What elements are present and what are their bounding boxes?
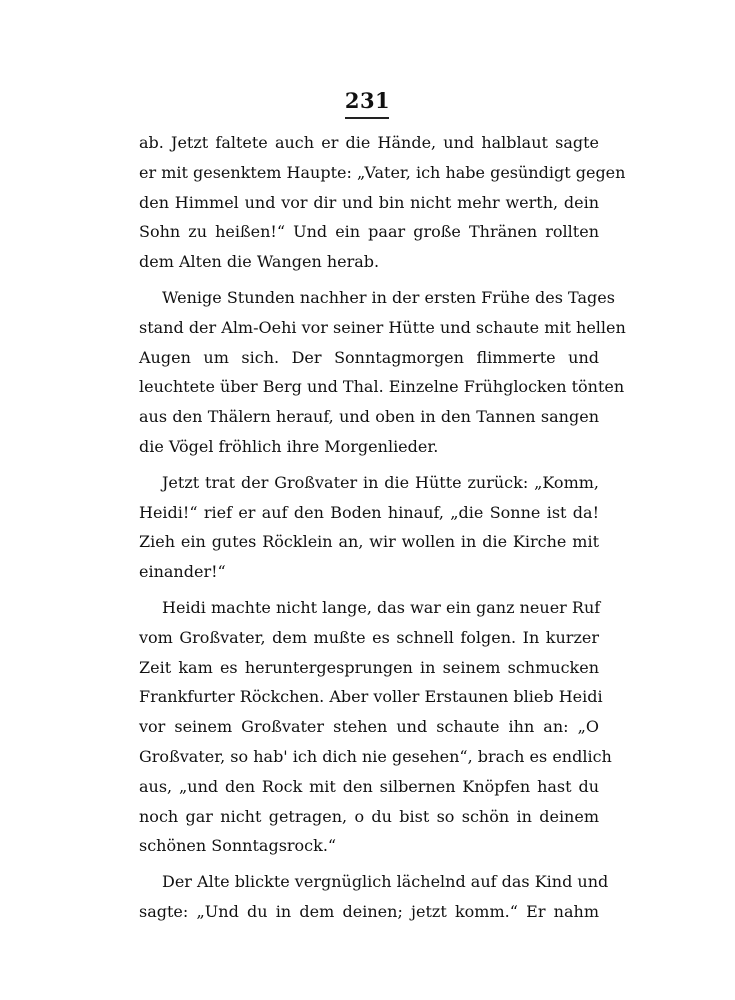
text-line: Zieh ein gutes Röcklein an, wir wollen in die Kirche mit [139,532,599,552]
paragraph-3 [139,468,599,587]
paragraph-4 [139,593,612,861]
text-line: aus, „und den Rock mit den silbernen Knöpfen hast du [139,776,599,796]
text-line: Augen um sich. Der Sonntagmorgen flimmerte und [139,347,599,367]
text-line: schönen Sonntagsrock.“ [139,836,337,856]
text-line: die Vögel fröhlich ihre Morgenlieder. [139,436,439,456]
text-line: einander!“ [139,562,226,582]
text-line: Wenige Stunden nachher in der ersten Frühe des Tages [162,287,615,307]
text-line: den Himmel und vor dir und bin nicht mehr werth, dein [139,192,599,212]
text-line: Sohn zu heißen!“ Und ein paar große Thränen rollten [139,222,599,242]
text-line: Großvater, so hab' ich dich nie gesehen“, brach es endlich [139,746,612,766]
text-line: Jetzt trat der Großvater in die Hütte zurück: „Komm, [162,472,599,492]
text-line: er mit gesenktem Haupte: „Vater, ich habe gesündigt gegen [139,162,626,182]
page-number-underline [345,117,389,119]
text-line: noch gar nicht getragen, o du bist so schön in deinem [139,806,599,826]
text-line: ab. Jetzt faltete auch er die Hände, und halblaut sagte [139,133,599,152]
text-line: dem Alten die Wangen herab. [139,252,380,272]
text-line: stand der Alm-Oehi vor seiner Hütte und schaute mit hellen [139,317,626,337]
text-line: vor seinem Großvater stehen und schaute ihn an: „O [139,717,599,737]
text-line: aus den Thälern herauf, und oben in den Tannen sangen [139,407,599,427]
text-line: sagte: „Und du in dem deinen; jetzt komm.“ Er nahm [139,901,599,921]
body-text [139,128,626,927]
text-line: Heidi!“ rief er auf den Boden hinauf, „die Sonne ist da! [139,502,599,522]
paragraph-1 [139,128,626,277]
text-line: vom Großvater, dem mußte es schnell folgen. In kurzer [139,627,599,647]
text-line: Der Alte blickte vergnüglich lächelnd auf das Kind und [162,872,609,892]
text-line: leuchtete über Berg und Thal. Einzelne Frühglocken tönten [139,377,625,397]
paragraph-5 [139,867,609,927]
text-line: Heidi machte nicht lange, das war ein ganz neuer Ruf [162,597,601,617]
paragraph-2 [139,283,626,462]
page-number: 231 [344,88,391,113]
text-line: Zeit kam es heruntergesprungen in seinem schmucken [139,657,599,677]
text-line: Frankfurter Röckchen. Aber voller Erstaunen blieb Heidi [139,687,603,707]
